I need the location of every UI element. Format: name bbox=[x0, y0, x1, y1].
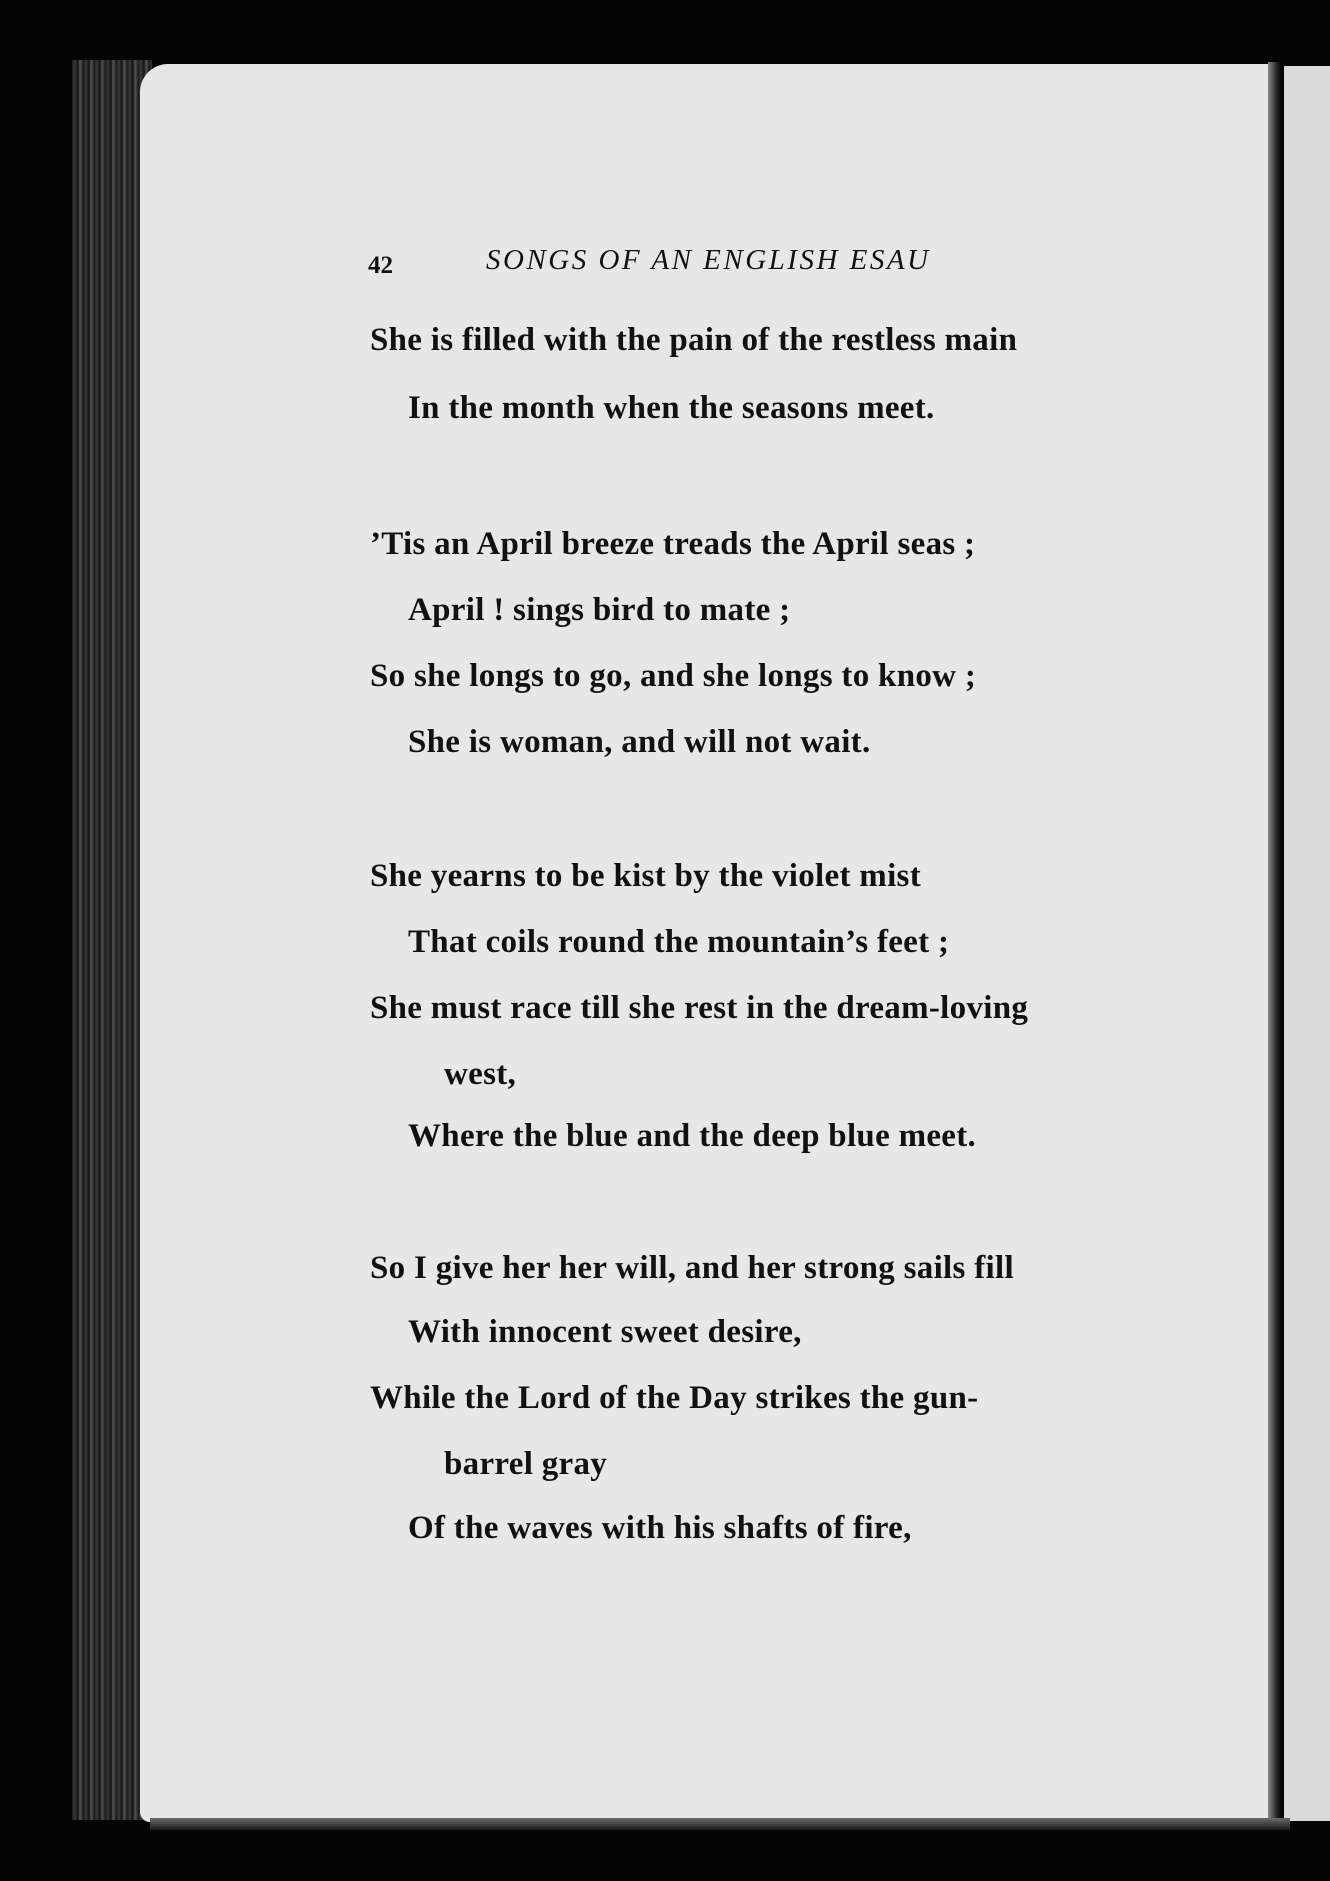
poem-line: Of the waves with his shafts of fire, bbox=[408, 1510, 912, 1546]
poem-line: Where the blue and the deep blue meet. bbox=[408, 1118, 977, 1154]
poem-line: She is filled with the pain of the restless main bbox=[370, 322, 1018, 358]
poem-line: She must race till she rest in the dream-loving bbox=[370, 990, 1029, 1026]
running-title: SONGS OF AN ENGLISH ESAU bbox=[486, 244, 931, 276]
poem-line: So she longs to go, and she longs to know ; bbox=[370, 658, 977, 694]
poem-line: That coils round the mountain’s feet ; bbox=[408, 924, 950, 960]
poem-line: April ! sings bird to mate ; bbox=[408, 592, 791, 628]
poem-line: While the Lord of the Day strikes the gun- bbox=[370, 1380, 979, 1416]
poem-line: ’Tis an April breeze treads the April seas ; bbox=[370, 526, 976, 562]
poem-line: She yearns to be kist by the violet mist bbox=[370, 858, 921, 894]
poem-line: In the month when the seasons meet. bbox=[408, 390, 935, 426]
page-number: 42 bbox=[368, 252, 393, 279]
poem-line: She is woman, and will not wait. bbox=[408, 724, 871, 760]
poem-line: With innocent sweet desire, bbox=[408, 1314, 802, 1350]
poem-line-turnover: barrel gray bbox=[444, 1446, 608, 1482]
poem-line: So I give her her will, and her strong sails fill bbox=[370, 1250, 1014, 1286]
poem-line-turnover: west, bbox=[444, 1056, 517, 1092]
